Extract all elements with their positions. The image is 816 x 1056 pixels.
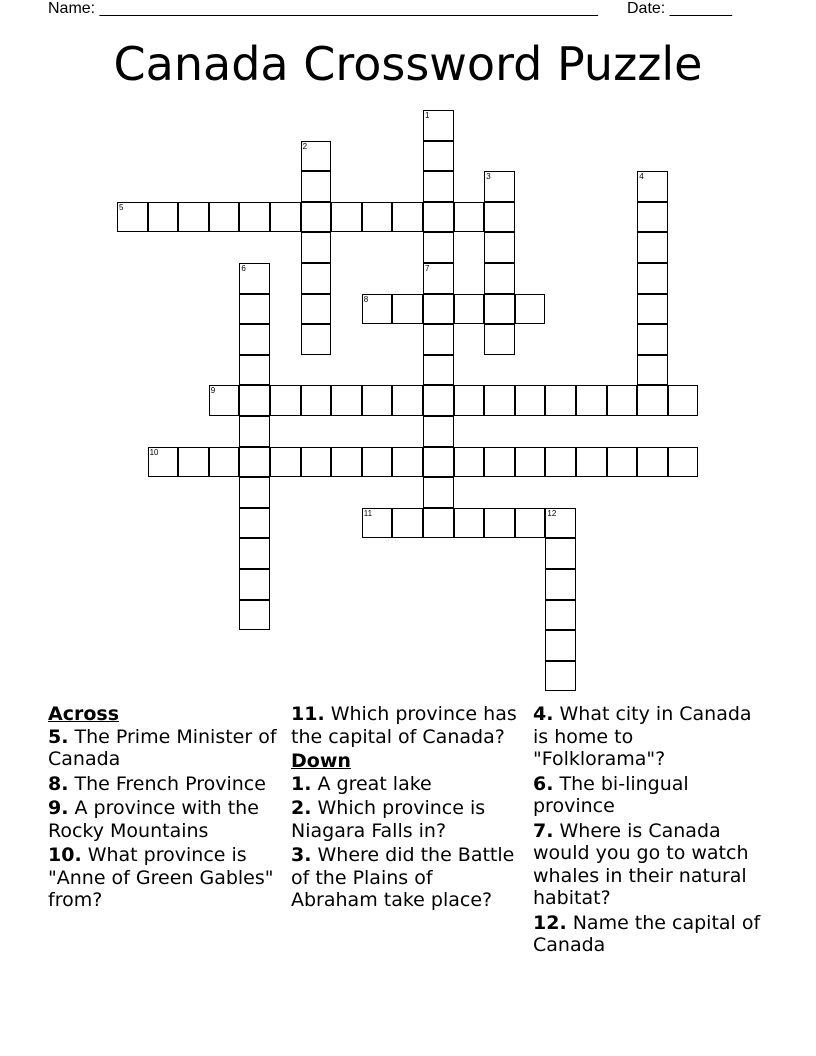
grid-cell[interactable]: [362, 385, 393, 416]
grid-cell[interactable]: [423, 416, 454, 447]
grid-cell[interactable]: [484, 385, 515, 416]
grid-cell[interactable]: [392, 508, 423, 539]
grid-cell[interactable]: [239, 416, 270, 447]
grid-cell[interactable]: [545, 508, 576, 539]
grid-cell[interactable]: [178, 447, 209, 478]
grid-cell[interactable]: [239, 385, 270, 416]
clue-number: 7: [425, 264, 430, 273]
grid-cell[interactable]: [515, 508, 546, 539]
clue-across-8: 8. The French Province: [48, 772, 266, 795]
down-heading: Down: [291, 750, 351, 772]
grid-cell[interactable]: [545, 447, 576, 478]
grid-cell[interactable]: [423, 171, 454, 202]
grid-cell[interactable]: [239, 569, 270, 600]
grid-cell[interactable]: [239, 202, 270, 233]
grid-cell[interactable]: [423, 385, 454, 416]
grid-cell[interactable]: [637, 385, 668, 416]
grid-cell[interactable]: [637, 263, 668, 294]
clue-across-5: 5. The Prime Minister of Canada: [48, 725, 277, 770]
grid-cell[interactable]: [545, 630, 576, 661]
clue-number: 10: [149, 447, 159, 457]
grid-cell[interactable]: [239, 294, 270, 325]
grid-cell[interactable]: [301, 263, 332, 294]
grid-cell[interactable]: [576, 447, 607, 478]
grid-cell[interactable]: [668, 447, 699, 478]
grid-cell[interactable]: [301, 294, 332, 325]
grid-cell[interactable]: [148, 202, 179, 233]
grid-cell[interactable]: [209, 202, 240, 233]
clue-number: 12: [547, 508, 557, 518]
clue-down-1: 1. A great lake: [291, 772, 432, 795]
clue-column-2: [291, 703, 521, 914]
grid-cell[interactable]: [545, 600, 576, 631]
clue-across-9: 9. A province with the Rocky Mountains: [48, 797, 259, 842]
grid-cell[interactable]: [484, 447, 515, 478]
clue-across-11: 11. Which province has the capital of Canada?: [291, 703, 517, 748]
grid-cell[interactable]: [484, 263, 515, 294]
clue-number: 9: [210, 386, 216, 396]
grid-cell[interactable]: [423, 447, 454, 478]
grid-cell[interactable]: [576, 385, 607, 416]
grid-cell[interactable]: [637, 324, 668, 355]
grid-cell[interactable]: [362, 202, 393, 233]
clue-down-4: 4. What city in Canada is home to "Folklorama"?: [533, 703, 752, 770]
grid-cell[interactable]: [239, 355, 270, 386]
grid-cell[interactable]: [301, 447, 332, 478]
clue-number: 1: [425, 111, 430, 120]
grid-cell[interactable]: [362, 447, 393, 478]
clue-number: 3: [486, 172, 491, 182]
grid-cell[interactable]: [392, 385, 423, 416]
grid-cell[interactable]: [423, 508, 454, 539]
grid-cell[interactable]: [239, 508, 270, 539]
clue-down-7: 7. Where is Canada would you go to watch whales in their natural habitat?: [533, 819, 749, 909]
grid-cell[interactable]: [484, 324, 515, 355]
grid-cell[interactable]: [362, 508, 393, 539]
grid-cell[interactable]: [392, 447, 423, 478]
grid-cell[interactable]: [331, 447, 362, 478]
date-field-label: Date: _______: [627, 0, 732, 17]
clue-across-10: 10. What province is "Anne of Green Gables" from?: [48, 844, 274, 911]
grid-cell[interactable]: [545, 569, 576, 600]
grid-cell[interactable]: [668, 385, 699, 416]
grid-cell[interactable]: [423, 202, 454, 233]
grid-cell[interactable]: [454, 447, 485, 478]
name-field-label: Name: ________________________________________________________: [48, 0, 598, 17]
grid-cell[interactable]: [637, 355, 668, 386]
clue-number: 11: [363, 508, 373, 518]
grid-cell[interactable]: [301, 171, 332, 202]
grid-cell[interactable]: [209, 447, 240, 478]
clue-down-2: 2. Which province is Niagara Falls in?: [291, 797, 486, 842]
grid-cell[interactable]: [515, 385, 546, 416]
grid-cell[interactable]: [454, 294, 485, 325]
grid-cell[interactable]: [392, 294, 423, 325]
grid-cell[interactable]: [423, 477, 454, 508]
grid-cell[interactable]: [209, 385, 240, 416]
clue-number: 6: [241, 264, 246, 273]
grid-cell[interactable]: [239, 447, 270, 478]
grid-cell[interactable]: [545, 538, 576, 569]
grid-cell[interactable]: [301, 141, 332, 172]
grid-cell[interactable]: [423, 263, 454, 294]
grid-cell[interactable]: [301, 385, 332, 416]
grid-cell[interactable]: [637, 232, 668, 263]
clue-down-12: 12. Name the capital of Canada: [533, 911, 761, 956]
grid-cell[interactable]: [423, 232, 454, 263]
grid-cell[interactable]: [148, 447, 179, 478]
clue-down-3: 3. Where did the Battle of the Plains of Abraham take place?: [291, 844, 515, 911]
clue-down-6: 6. The bi-lingual province: [533, 772, 689, 817]
grid-cell[interactable]: [270, 202, 301, 233]
grid-cell[interactable]: [607, 447, 638, 478]
grid-cell[interactable]: [484, 202, 515, 233]
grid-cell[interactable]: [637, 294, 668, 325]
grid-cell[interactable]: [331, 385, 362, 416]
across-heading: Across: [48, 703, 120, 725]
grid-cell[interactable]: [423, 355, 454, 386]
grid-cell[interactable]: [239, 324, 270, 355]
grid-cell[interactable]: [545, 661, 576, 692]
grid-cell[interactable]: [637, 171, 668, 202]
grid-cell[interactable]: [637, 202, 668, 233]
grid-cell[interactable]: [301, 202, 332, 233]
grid-cell[interactable]: [454, 385, 485, 416]
grid-cell[interactable]: [239, 477, 270, 508]
grid-cell[interactable]: [178, 202, 209, 233]
grid-cell[interactable]: [607, 385, 638, 416]
grid-cell[interactable]: [301, 324, 332, 355]
grid-cell[interactable]: [454, 508, 485, 539]
grid-cell[interactable]: [239, 263, 270, 294]
grid-cell[interactable]: [515, 447, 546, 478]
grid-cell[interactable]: [392, 202, 423, 233]
grid-cell[interactable]: [637, 447, 668, 478]
grid-cell[interactable]: [270, 447, 301, 478]
grid-cell[interactable]: [239, 600, 270, 631]
grid-cell[interactable]: [270, 385, 301, 416]
grid-cell[interactable]: [331, 202, 362, 233]
grid-cell[interactable]: [117, 202, 148, 233]
grid-cell[interactable]: [239, 538, 270, 569]
clue-column-1: [48, 703, 278, 914]
grid-cell[interactable]: [484, 294, 515, 325]
clue-number: 8: [363, 294, 369, 304]
clue-number: 2: [302, 141, 308, 151]
grid-cell[interactable]: [484, 508, 515, 539]
grid-cell[interactable]: [423, 294, 454, 325]
grid-cell[interactable]: [545, 385, 576, 416]
grid-cell[interactable]: [423, 141, 454, 172]
grid-cell[interactable]: [362, 294, 393, 325]
grid-cell[interactable]: [423, 324, 454, 355]
clue-number: 5: [119, 202, 124, 212]
grid-cell[interactable]: [484, 232, 515, 263]
grid-cell[interactable]: [454, 202, 485, 233]
grid-cell[interactable]: [484, 171, 515, 202]
clue-column-3: [533, 703, 763, 959]
page-title: Canada Crossword Puzzle: [113, 37, 703, 91]
grid-cell[interactable]: [301, 232, 332, 263]
clue-number: 4: [639, 172, 644, 182]
grid-cell[interactable]: [515, 294, 546, 325]
grid-cell[interactable]: [423, 110, 454, 141]
